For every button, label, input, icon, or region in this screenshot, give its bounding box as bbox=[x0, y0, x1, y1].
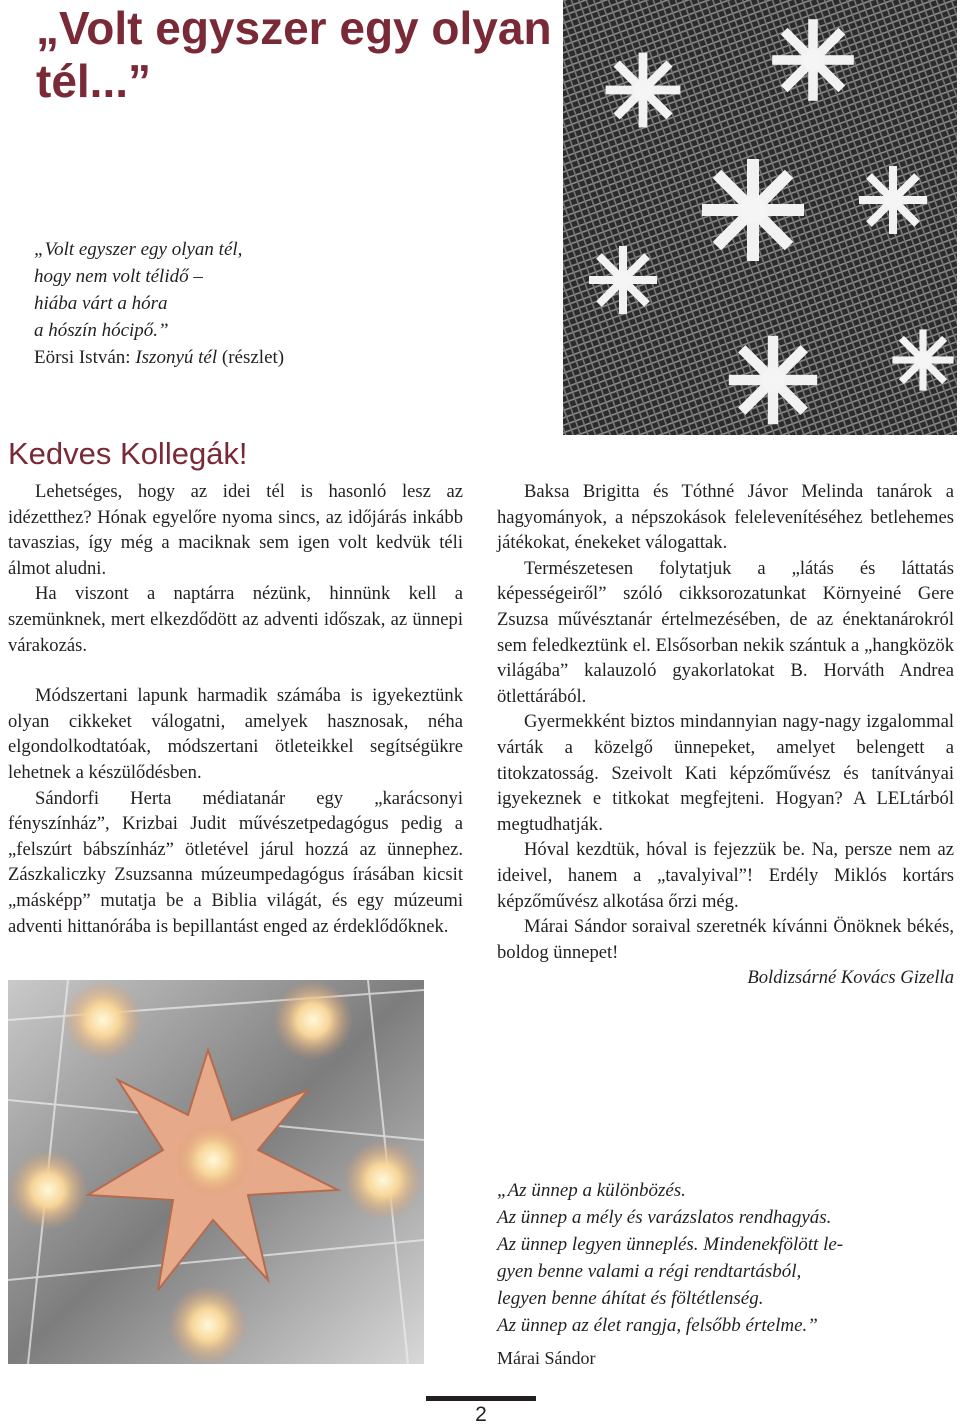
candle-lights-star-photo bbox=[8, 980, 424, 1364]
poem-credit-work: Iszonyú tél bbox=[135, 347, 218, 368]
page-number-rule bbox=[426, 1396, 536, 1401]
closing-quote bbox=[497, 1177, 937, 1372]
poem-line: „Volt egyszer egy olyan tél, bbox=[34, 239, 243, 260]
body-paragraph: Sándorfi Herta médiatanár egy „karácsonyi fényszínház”, Krizbai Judit művészetpedagógus pedig a „felszúrt bábszínház” ötletével járul hozzá az ünnephez. Zászkaliczky Zsuzsanna múzeumpedagógus írásában kicsit „másképp” mutatja be a Biblia világát, és egy múzeumi adventi hittanórába is bepillantást enged az érdeklődőknek. bbox=[8, 787, 463, 937]
body-paragraph: Ha viszont a naptárra nézünk, hinnünk kell a szemünknek, mert elkezdődött az adventi időszak, az ünnepi várakozás. bbox=[8, 583, 463, 656]
quote-line: gyen benne valami a régi rendtartásból, bbox=[497, 1261, 802, 1282]
body-paragraph: Módszertani lapunk harmadik számába is igyekeztünk olyan cikkeket válogatni, amelyek hasznosak, néha elgondolkodtatóak, módszertani ötleteikkel segítségükre lehetnek a készülődésben. bbox=[8, 685, 463, 783]
body-paragraph: Hóval kezdtük, hóval is fejezzük be. Na, persze nem az ideivel, hanem a „tavalyival”! Erdély Miklós kortárs képzőművész alkotása őrzi még. bbox=[497, 839, 954, 912]
poem-credit-author: Eörsi István: bbox=[34, 347, 136, 368]
quote-line: Az ünnep az élet rangja, felsőbb értelme.” bbox=[497, 1315, 818, 1336]
left-column bbox=[8, 479, 463, 939]
page-number: 2 bbox=[475, 1403, 487, 1426]
quote-line: „Az ünnep a különbözés. bbox=[497, 1180, 686, 1201]
body-paragraph: Márai Sándor soraival szeretnék kívánni Önöknek békés, boldog ünnepet! bbox=[497, 916, 954, 963]
author-signature: Boldizsárné Kovács Gizella bbox=[747, 967, 954, 989]
poem-credit bbox=[34, 347, 284, 368]
body-paragraph: Gyermekként biztos mindannyian nagy-nagy izgalommal várták a közelgő ünnepeket, amelyet belengett a titokzatosság. Szeivolt Kati képzőművész és tanítványai igyekeznek e titkokat megfejteni. Hogyan? A LELtárból megtudhatják. bbox=[497, 711, 954, 835]
snowflake-lace-photo bbox=[563, 0, 957, 435]
article-title: „Volt egyszer egy olyan tél...” bbox=[36, 2, 552, 107]
poem-line: hiába várt a hóra bbox=[34, 293, 168, 314]
poem-line: hogy nem volt télidő – bbox=[34, 266, 203, 287]
salutation-heading: Kedves Kollegák! bbox=[8, 436, 248, 471]
quote-author: Márai Sándor bbox=[497, 1348, 596, 1368]
right-column bbox=[497, 479, 954, 991]
poem-line: a hószín hócipő.” bbox=[34, 320, 169, 341]
quote-line: Az ünnep a mély és varázslatos rendhagyás. bbox=[497, 1207, 832, 1228]
opening-poem bbox=[34, 236, 434, 371]
poem-credit-note: (részlet) bbox=[217, 347, 285, 368]
body-paragraph: Természetesen folytatjuk a „látás és láttatás képességeiről” szóló cikksorozatunkat Környeiné Gere Zsuzsa művésztanár értelmezésében, de az énektanárokról sem feledkeztünk el. Elsősorban nekik szántuk a „hangközök világába” kalauzoló gyakorlatokat B. Horváth Andrea ötlettárából. bbox=[497, 557, 954, 707]
quote-line: Az ünnep legyen ünneplés. Mindenekfölött le- bbox=[497, 1234, 844, 1255]
body-paragraph: Baksa Brigitta és Tóthné Jávor Melinda tanárok a hagyományok, a népszokások felelevenítéséhez betlehemes játékokat, énekeket válogattak. bbox=[497, 481, 954, 554]
quote-line: legyen benne áhítat és föltétlenség. bbox=[497, 1288, 764, 1309]
body-paragraph: Lehetséges, hogy az idei tél is hasonló lesz az idézetthez? Hónak egyelőre nyoma sincs, az időjárás inkább tavaszias, így még a maciknak sem igen volt kedvük téli álmot aludni. bbox=[8, 481, 463, 579]
